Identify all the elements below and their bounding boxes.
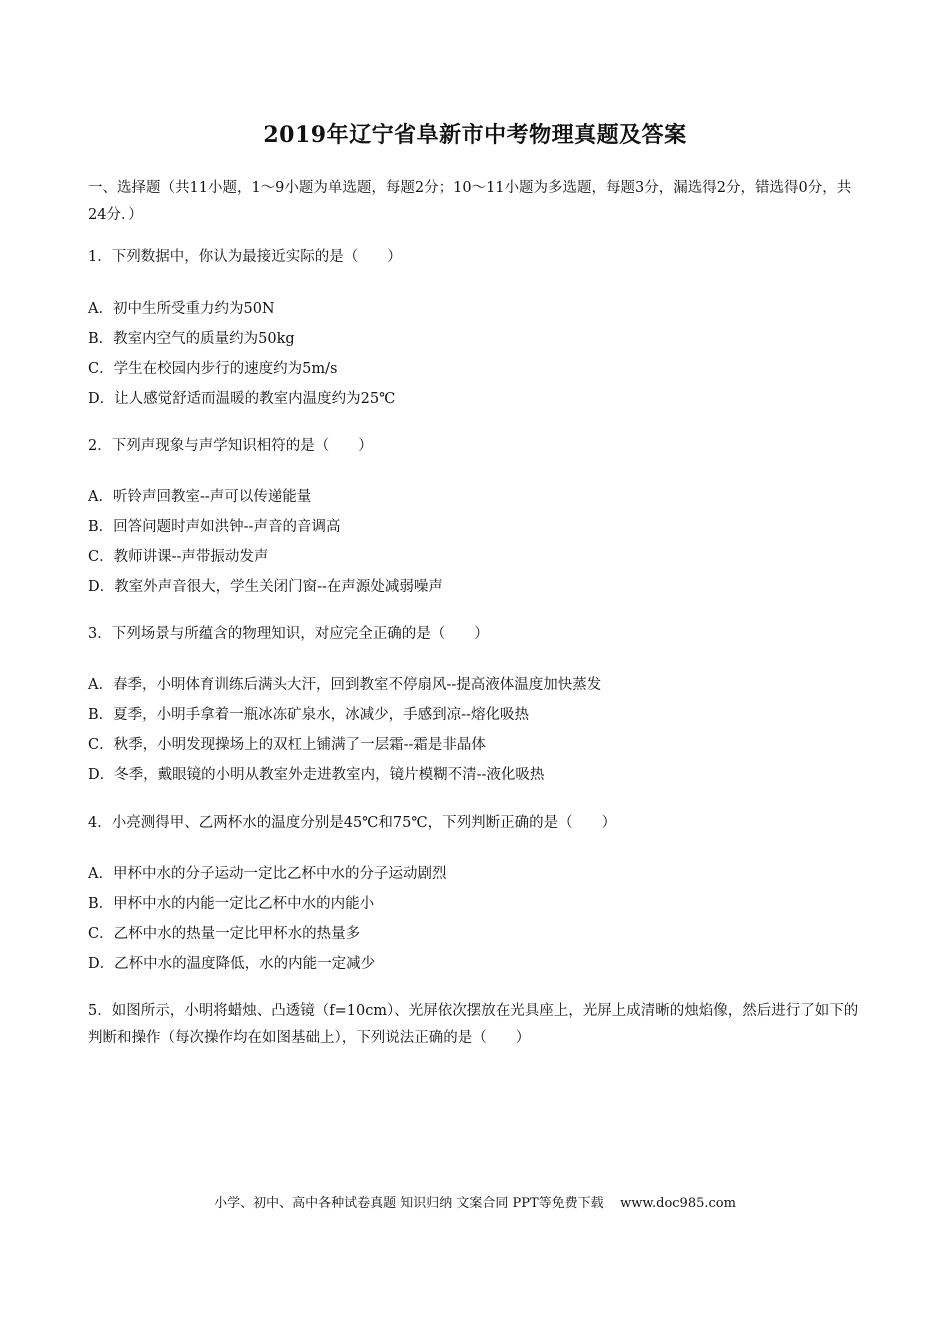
question-4-option-b: B．甲杯中水的内能一定比乙杯中水的内能小 — [88, 896, 375, 912]
question-2-option-a: A．听铃声回教室--声可以传递能量 — [88, 489, 312, 505]
document-title: 2019年辽宁省阜新市中考物理真题及答案 — [263, 122, 687, 148]
question-4-option-c: C．乙杯中水的热量一定比甲杯水的热量多 — [88, 926, 361, 942]
question-3-option-c: C．秋季，小明发现操场上的双杠上铺满了一层霜--霜是非晶体 — [88, 737, 486, 753]
question-2-option-d: D．教室外声音很大，学生关闭门窗--在声源处减弱噪声 — [88, 579, 443, 595]
question-1-option-a: A．初中生所受重力约为50N — [88, 301, 275, 317]
question-4-option-d: D．乙杯中水的温度降低，水的内能一定减少 — [88, 956, 376, 972]
question-2-stem: 2．下列声现象与声学知识相符的是（ ） — [88, 438, 373, 454]
question-4-option-a: A．甲杯中水的分子运动一定比乙杯中水的分子运动剧烈 — [88, 866, 447, 882]
question-1-options — [88, 294, 868, 414]
question-3-options — [88, 670, 868, 790]
page-footer: 小学、初中、高中各种试卷真题 知识归纳 文案合同 PPT等免费下载 www.doc985.com — [214, 1196, 736, 1211]
section-header: 一、选择题（共11小题，1～9小题为单选题，每题2分；10～11小题为多选题，每题3分，漏选得2分，错选得0分，共24分．） — [88, 180, 852, 223]
question-3-option-d: D．冬季，戴眼镜的小明从教室外走进教室内，镜片模糊不清--液化吸热 — [88, 767, 545, 783]
question-1-option-c: C．学生在校园内步行的速度约为5m/s — [88, 361, 338, 377]
question-4-options — [88, 859, 868, 979]
question-2-option-b: B．回答问题时声如洪钟--声音的音调高 — [88, 519, 341, 535]
question-3-stem: 3．下列场景与所蕴含的物理知识，对应完全正确的是（ ） — [88, 626, 489, 642]
question-3-option-a: A．春季，小明体育训练后满头大汗，回到教室不停扇风--提高液体温度加快蒸发 — [88, 677, 602, 693]
question-1-stem: 1．下列数据中，你认为最接近实际的是（ ） — [88, 249, 402, 265]
question-2-options — [88, 482, 868, 602]
question-2-option-c: C．教师讲课--声带振动发声 — [88, 549, 269, 565]
question-3-option-b: B．夏季，小明手拿着一瓶冰冻矿泉水，冰减少，手感到凉--熔化吸热 — [88, 707, 529, 723]
question-1-option-b: B．教室内空气的质量约为50kg — [88, 331, 295, 347]
question-5-stem: 5．如图所示，小明将蜡烛、凸透镜（f=10cm）、光屏依次摆放在光具座上，光屏上成清晰的烛焰像，然后进行了如下的判断和操作（每次操作均在如图基础上），下列说法正确的是（ ） — [88, 1003, 859, 1046]
question-1-option-d: D．让人感觉舒适而温暖的教室内温度约为25℃ — [88, 391, 396, 407]
question-4-stem: 4．小亮测得甲、乙两杯水的温度分别是45℃和75℃，下列判断正确的是（ ） — [88, 815, 617, 831]
